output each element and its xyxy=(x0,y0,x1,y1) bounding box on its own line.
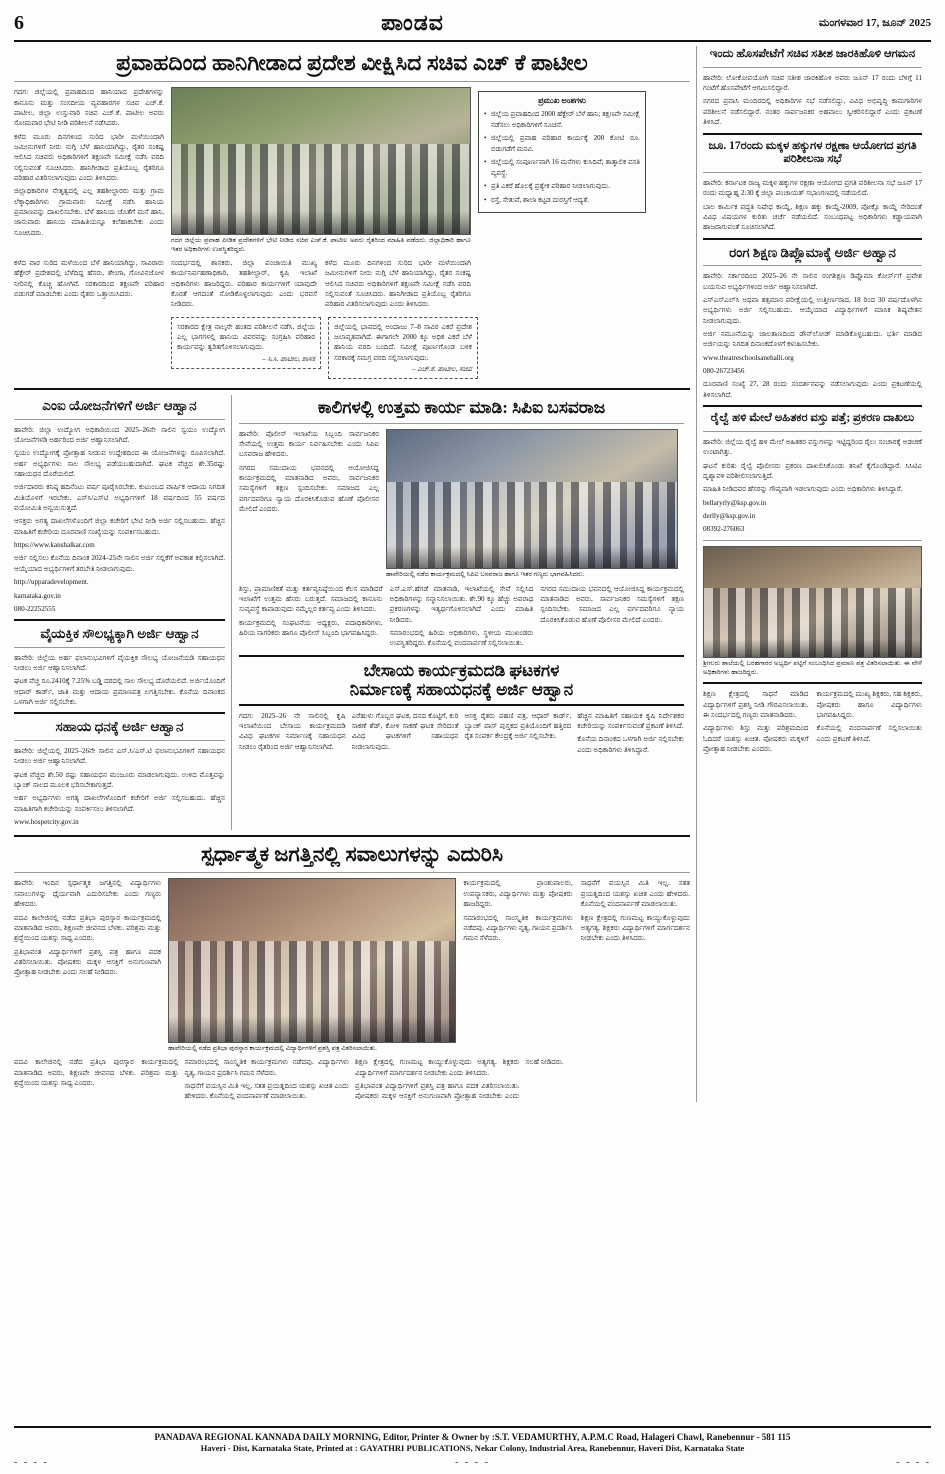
quote-2-text: ಜಿಲ್ಲೆಯಲ್ಲಿ ಭಾವದಲ್ಲಿ ಅಂದಾಜು 7–8 ಸಾವಿರ ಎಕರೆ ಪ್ರದೇಶ ಜಲಾವೃತವಾಗಿದೆ. ಈಗಾಗಲೇ 2000 ಕ್ಕೂ ಅಧಿಕ ಎಕರೆ ಬೆಳೆ ಹಾನಿಯ ವರದಿ ಬಂದಿದೆ. ಸಮೀಕ್ಷೆ ಪೂರ್ಣಗೊಂಡ ಬಳಿಕ ಸರಕಾರಕ್ಕೆ ಸಮಗ್ರ ವರದಿ ಸಲ್ಲಿಸಲಾಗುವುದು. xyxy=(334,322,472,362)
r6-para-3: ಕಾರ್ಯಕ್ರಮದಲ್ಲಿ ಮುಖ್ಯ ಶಿಕ್ಷಕರು, ಸಹ ಶಿಕ್ಷಕರು, ಪೋಷಕರು ಹಾಗೂ ವಿದ್ಯಾರ್ಥಿಗಳು ಭಾಗವಹಿಸಿದ್ದರು. xyxy=(816,690,922,720)
a1-para-3: ಅರ್ಜಿದಾರರು ಕನಿಷ್ಠ ಹದಿನೆಂಟು ವರ್ಷ ಪೂರೈಸಿರಬೇಕು. ಕುಟುಂಬದ ವಾರ್ಷಿಕ ಆದಾಯ ನಿಗದಿತ ಮಿತಿಯೊಳಗೆ ಇರಬೇಕು. ಎಸ್‌ಸಿ/ಎಸ್‌ಟಿ ಅಭ್ಯರ್ಥಿಗಳಿಗೆ 18 ವರ್ಷದಿಂದ 55 ವರ್ಷದ ವಯೋಮಿತಿ ಅನ್ವಯಿಸುತ್ತದೆ. xyxy=(14,483,225,513)
a6-para-6: ಸಾಧನೆಗೆ ವಯಸ್ಸಿನ ಮಿತಿ ಇಲ್ಲ. ಸತತ ಪ್ರಯತ್ನದಿಂದ ಯಶಸ್ಸು ಖಚಿತ ಎಂದು ಹೇಳಿದರು. ಕೊನೆಯಲ್ಲಿ ವಂದನಾರ್ಪಣೆ ಮಾಡಲಾಯಿತು. xyxy=(580,879,690,909)
a1-para-5: ಅರ್ಜಿ ಸಲ್ಲಿಸಲು ಕೊನೆಯ ದಿನಾಂಕ 2024–25ನೇ ಸಾಲಿನ ಅರ್ಜಿ ಸಲ್ಲಿಕೆಗೆ ಅವಕಾಶ ಕಲ್ಪಿಸಲಾಗಿದೆ. ಆಯ್ಕೆಯಾದ ಅಭ್ಯರ್ಥಿಗಳಿಗೆ ತರಬೇತಿ ನೀಡಲಾಗುವುದು. xyxy=(14,554,225,573)
a6-photo-block xyxy=(168,878,456,1054)
article-6-top xyxy=(14,878,690,1054)
r4-para-1: ಹಾವೇರಿ: ಜಿಲ್ಲೆಯ ರೈಲ್ವೆ ಹಳಿ ಮೇಲೆ ಅಹಿತಕರ ವಸ್ತುಗಳನ್ನು ಇಟ್ಟಿದ್ದರಿಂದ ರೈಲು ಸಂಚಾರಕ್ಕೆ ಅಡಚಣೆ ಉಂಟಾಗಿತ್ತು. xyxy=(703,437,922,457)
a6-para-1: ಹಾವೇರಿ: ಇಂದಿನ ಸ್ಪರ್ಧಾತ್ಮಕ ಜಗತ್ತಿನಲ್ಲಿ ವಿದ್ಯಾರ್ಥಿಗಳು ಸವಾಲುಗಳನ್ನು ಧೈರ್ಯವಾಗಿ ಎದುರಿಸಬೇಕು ಎಂದು ಗಣ್ಯರು ಹೇಳಿದರು. xyxy=(14,879,162,909)
a6-cont-2: ಸಮಾರಂಭದಲ್ಲಿ ಸಾಂಸ್ಕೃತಿಕ ಕಾರ್ಯಕ್ರಮಗಳು ನಡೆದವು. ವಿದ್ಯಾರ್ಥಿಗಳು ನೃತ್ಯ, ಗಾಯನ ಪ್ರದರ್ಶಿಸಿ ಗಮನ ಸೆಳೆದರು. xyxy=(184,1058,349,1077)
r1-para-2: ನಗರದ ಪ್ರವಾಸಿ ಮಂದಿರದಲ್ಲಿ ಅಧಿಕಾರಿಗಳ ಸಭೆ ನಡೆಸಲಿದ್ದು, ವಿವಿಧ ಅಭಿವೃದ್ಧಿ ಕಾಮಗಾರಿಗಳ ಪರಿಶೀಲನೆ ನಡೆಸಲಿದ್ದಾರೆ. ನಂತರ ಸಾರ್ವಜನಿಕರ ಅಹವಾಲು ಸ್ವೀಕರಿಸಲಿದ್ದಾರೆ ಎಂದು ಪ್ರಕಟಣೆ ತಿಳಿಸಿದೆ. xyxy=(703,97,922,127)
lead-para-2: ಕಳೆದ ಮೂರು ದಿನಗಳಿಂದ ಸುರಿದ ಭಾರೀ ಮಳೆಯಿಂದಾಗಿ ಜಮೀನುಗಳಿಗೆ ನೀರು ನುಗ್ಗಿ ಬೆಳೆ ಹಾನಿಯಾಗಿದ್ದು, ರೈತರ ಸಂಕಷ್ಟ ಆಲಿಸಿದ ಸಚಿವರು ಅಧಿಕಾರಿಗಳಿಗೆ ತಕ್ಷಣವೇ ಸಮೀಕ್ಷೆ ನಡೆಸಿ ವರದಿ ಸಲ್ಲಿಸುವಂತೆ ಸೂಚಿಸಿದರು. ಹಾನಿಗೀಡಾದ ಪ್ರತಿಯೊಬ್ಬ ರೈತರಿಗೂ ಪರಿಹಾರ ವಿತರಿಸಲಾಗುವುದು ಎಂದು ತಿಳಿಸಿದರು. xyxy=(14,132,164,183)
a6-cont-4: ಶಿಕ್ಷಣ ಕ್ಷೇತ್ರದಲ್ಲಿ ಗುಣಮಟ್ಟ ಕಾಯ್ದುಕೊಳ್ಳುವುದು ಅತ್ಯಗತ್ಯ. ಶಿಕ್ಷಕರು ವಿದ್ಯಾರ್ಥಿಗಳಿಗೆ ಮಾರ್ಗದರ್ಶನ ನೀಡಬೇಕು ಎಂದು ತಿಳಿಸಿದರು. xyxy=(355,1058,520,1077)
right-2-body xyxy=(703,178,922,233)
lead-para-1: ಗದಗ: ಜಿಲ್ಲೆಯಲ್ಲಿ ಪ್ರವಾಹದಿಂದ ಹಾನಿಯಾದ ಪ್ರದೇಶಗಳನ್ನು ಕಾನೂನು ಮತ್ತು ಸಂಸದೀಯ ವ್ಯವಹಾರಗಳ ಸಚಿವ ಎಚ್.ಕೆ. ಪಾಟೀಲ, ಜಿಲ್ಲಾ ಉಸ್ತುವಾರಿ ಸಚಿವ ಎಚ್.ಕೆ. ಪಾಟೀಲ ಅವರು ಸೋಮವಾರ ಭೇಟಿ ನೀಡಿ ಪರಿಶೀಲನೆ ನಡೆಸಿದರು. xyxy=(14,88,164,128)
highlight-item: • ಜಿಲ್ಲೆಯಲ್ಲಿ ಸಂಪೂರ್ಣವಾಗಿ 16 ಮನೆಗಳು ಕುಸಿದಿವೆ; ತಾತ್ಕಾಲಿಕ ವಸತಿ ವ್ಯವಸ್ಥೆ. xyxy=(484,157,640,178)
a6-cont-1: ಪದವಿ ಕಾಲೇಜಿನಲ್ಲಿ ನಡೆದ ಪ್ರತಿಭಾ ಪುರಸ್ಕಾರ ಕಾರ್ಯಕ್ರಮದಲ್ಲಿ ಮಾತನಾಡಿದ ಅವರು, ಶಿಕ್ಷಣವೇ ಜೀವನದ ಬೆಳಕು. ಪರಿಶ್ರಮ ಮತ್ತು ಶ್ರದ್ಧೆಯಿಂದ ಯಶಸ್ಸು ಸಾಧ್ಯ ಎಂದರು. xyxy=(14,1058,179,1088)
article-2-body xyxy=(14,653,225,708)
a6-para-7: ಶಿಕ್ಷಣ ಕ್ಷೇತ್ರದಲ್ಲಿ ಗುಣಮಟ್ಟ ಕಾಯ್ದುಕೊಳ್ಳುವುದು ಅತ್ಯಗತ್ಯ. ಶಿಕ್ಷಕರು ವಿದ್ಯಾರ್ಥಿಗಳಿಗೆ ಮಾರ್ಗದರ್ಶನ ನೀಡಬೇಕು ಎಂದು ತಿಳಿಸಿದರು. xyxy=(580,913,690,943)
reg-mark-left: - - - - xyxy=(14,1457,49,1468)
middle-column xyxy=(239,395,684,830)
a6-cont-5: ಪ್ರತಿಭಾವಂತ ವಿದ್ಯಾರ್ಥಿಗಳಿಗೆ ಪ್ರಶಸ್ತಿ ಪತ್ರ ಹಾಗೂ ಪದಕ ವಿತರಿಸಲಾಯಿತು. ಪೋಷಕರು ಮಕ್ಕಳ ಆಸಕ್ತಿಗೆ ಅನುಗುಣವಾಗಿ ಪ್ರೋತ್ಸಾಹ ನೀಡಬೇಕು ಎಂದು ಸಲಹೆ ನೀಡಿದರು. xyxy=(355,1058,564,1101)
lead-cont-para-3: ಕಳೆದ ಮೂರು ದಿನಗಳಿಂದ ಸುರಿದ ಭಾರೀ ಮಳೆಯಿಂದಾಗಿ ಜಮೀನುಗಳಿಗೆ ನೀರು ನುಗ್ಗಿ ಬೆಳೆ ಹಾನಿಯಾಗಿದ್ದು, ರೈತರ ಸಂಕಷ್ಟ ಆಲಿಸಿದ ಸಚಿವರು ಅಧಿಕಾರಿಗಳಿಗೆ ತಕ್ಷಣವೇ ಸಮೀಕ್ಷೆ ನಡೆಸಿ ವರದಿ ಸಲ್ಲಿಸುವಂತೆ ಸೂಚಿಸಿದರು. ಹಾನಿಗೀಡಾದ ಪ್ರತಿಯೊಬ್ಬ ರೈತರಿಗೂ ಪರಿಹಾರ ವಿತರಿಸಲಾಗುವುದು ಎಂದು ತಿಳಿಸಿದರು. xyxy=(325,259,471,309)
lead-cont-col2 xyxy=(171,258,471,313)
footer-registration-marks xyxy=(14,1457,931,1468)
r3-para-3: ಅರ್ಜಿ ನಮೂನೆಯನ್ನು ಜಾಲತಾಣದಿಂದ ಡೌನ್‌ಲೋಡ್ ಮಾಡಿಕೊಳ್ಳಬಹುದು. ಭರ್ತಿ ಮಾಡಿದ ಅರ್ಜಿಯನ್ನು ನಿಗದಿತ ದಿನಾಂಕದೊಳಗೆ ಕಳುಹಿಸಬೇಕು. xyxy=(703,330,922,349)
reg-mark-mid: - - - - xyxy=(455,1457,490,1468)
a2-para-2: ಘಟಕ ವೆಚ್ಚ ರೂ.2410ಕ್ಕೆ 7.25% ಬಡ್ಡಿ ದರದಲ್ಲಿ ಸಾಲ ಸೌಲಭ್ಯ ದೊರೆಯಲಿದೆ. ಅರ್ಜಿಯೊಂದಿಗೆ ಆಧಾರ್ ಕಾರ್ಡ್, ಜಾತಿ ಮತ್ತು ಆದಾಯ ಪ್ರಮಾಣಪತ್ರ ಲಗತ್ತಿಸಬೇಕು. ಕೊನೆಯ ದಿನಾಂಕದ ಒಳಗಾಗಿ ಅರ್ಜಿ ಸಲ್ಲಿಸಬೇಕು. xyxy=(14,677,225,707)
quote-row xyxy=(14,313,690,383)
lead-para-3: ಜಿಲ್ಲಾಧಿಕಾರಿಗಳ ನೇತೃತ್ವದಲ್ಲಿ ಎಲ್ಲ ತಹಶೀಲ್ದಾರರು ಮತ್ತು ಗ್ರಾಮ ಲೆಕ್ಕಾಧಿಕಾರಿಗಳು ಗ್ರಾಮವಾರು ಸಮೀಕ್ಷೆ ನಡೆಸಿ ಹಾನಿಯ ಪ್ರಮಾಣವನ್ನು ದಾಖಲಿಸಬೇಕು. ಬೆಳೆ ಹಾನಿಯ ಜೊತೆಗೆ ಮನೆ ಹಾನಿ, ಜಾನುವಾರು ಹಾನಿಯ ಮಾಹಿತಿಯನ್ನೂ ಕಲೆಹಾಕಬೇಕು ಎಂದು ಸೂಚಿಸಿದರು. xyxy=(14,187,164,237)
right-6-body xyxy=(703,689,922,754)
article-2-headline: ವೈಯಕ್ತಿಕ ಸೌಲಭ್ಯಕ್ಕಾಗಿ ಅರ್ಜಿ ಆಹ್ವಾನ xyxy=(40,626,199,642)
article-4-headline: ಕಾಲಿಗಳಲ್ಲಿ ಉತ್ತಮ ಕಾರ್ಯ ಮಾಡಿ: ಸಿಪಿಐ ಬಸವರಾಜ xyxy=(317,398,606,418)
right-4-headline: ರೈಲ್ವೆ ಹಳಿ ಮೇಲೆ ಅಹಿತಕರ ವಸ್ತು ಪತ್ತೆ; ಪ್ರಕರಣ ದಾಖಲು xyxy=(710,412,915,425)
a1-url-2[interactable]: http://upparadevelopment. xyxy=(14,578,89,587)
quote-box-2 xyxy=(328,317,478,379)
second-band xyxy=(14,395,690,830)
lead-story xyxy=(14,87,690,255)
a1-para-4: ಆಸಕ್ತರು ಅಗತ್ಯ ದಾಖಲೆಗಳೊಂದಿಗೆ ಜಿಲ್ಲಾ ಕಚೇರಿಗೆ ಭೇಟಿ ನೀಡಿ ಅರ್ಜಿ ಸಲ್ಲಿಸಬಹುದು. ಹೆಚ್ಚಿನ ಮಾಹಿತಿಗೆ ಕಚೇರಿಯ ದೂರವಾಣಿ ಸಂಖ್ಯೆಯನ್ನು ಸಂಪರ್ಕಿಸಬಹುದು. xyxy=(14,517,225,536)
article-1-body xyxy=(14,425,225,615)
a4-para-6: ಸಮಾರಂಭದಲ್ಲಿ ಹಿರಿಯ ಅಧಿಕಾರಿಗಳು, ಸ್ಥಳೀಯ ಮುಖಂಡರು ಉಪಸ್ಥಿತರಿದ್ದರು. ಕೊನೆಯಲ್ಲಿ ವಂದನಾರ್ಪಣೆ ಸಲ್ಲಿಸಲಾಯಿತು. xyxy=(389,628,534,648)
a4-para-1: ಹಾವೇರಿ: ಪೊಲೀಸ್ ಇಲಾಖೆಯ ಸಿಬ್ಬಂದಿ ಸಾರ್ವಜನಿಕರ ಸೇವೆಯಲ್ಲಿ ಉತ್ತಮ ಕಾರ್ಯ ನಿರ್ವಹಿಸಬೇಕು ಎಂದು ಸಿಪಿಐ ಬಸವರಾಜ ಹೇಳಿದರು. xyxy=(239,429,379,459)
r3-para-4: ದೂರವಾಣಿ ಸಂಖ್ಯೆ 27, 28 ರಂದು ಸಂದರ್ಶನವನ್ನು ನಡೆಸಲಾಗುವುದು ಎಂದು ಪ್ರಕಟಣೆಯಲ್ಲಿ ತಿಳಿಸಲಾಗಿದೆ. xyxy=(703,380,922,399)
a6-text-left xyxy=(14,878,161,1054)
highlights-list xyxy=(484,109,640,205)
highlight-item: • ಪ್ರತಿ ಎಕರೆ ಹೊಲಕ್ಕೆ ಪ್ರತ್ಯೇಕ ಪರಿಹಾರ ನೀಡಲಾಗುವುದು. xyxy=(484,181,640,192)
r6-para-1: ಶಿಕ್ಷಣ ಕ್ಷೇತ್ರದಲ್ಲಿ ಸಾಧನೆ ಮಾಡಿದ ವಿದ್ಯಾರ್ಥಿಗಳಿಗೆ ಪ್ರಶಸ್ತಿ ನೀಡಿ ಗೌರವಿಸಲಾಯಿತು. ಈ ಸಂದರ್ಭದಲ್ಲಿ ಗಣ್ಯರು ಮಾತನಾಡಿದರು. xyxy=(703,690,809,720)
right-photo xyxy=(703,546,922,658)
article-6-headline: ಸ್ಪರ್ಧಾತ್ಮಕ ಜಗತ್ತಿನಲ್ಲಿ ಸವಾಲುಗಳನ್ನು ಎದುರಿಸಿ xyxy=(201,842,503,867)
lead-photo-block xyxy=(171,87,471,255)
main-section xyxy=(14,46,697,1102)
quote-2-credit: – ಎಚ್.ಕೆ. ಪಾಟೀಲ, ಸಚಿವ xyxy=(412,365,472,374)
right-3-body xyxy=(703,271,922,400)
a5-para-1: ಗದಗ: 2025–26 ನೇ ಸಾಲಿನಲ್ಲಿ ಕೃಷಿ ಇಲಾಖೆಯಿಂದ ಬೇಸಾಯ ಕಾರ್ಯಕ್ರಮದಡಿ ವಿವಿಧ ಘಟಕಗಳ ನಿರ್ಮಾಣಕ್ಕೆ ಸಹಾಯಧನ ನೀಡಲು ರೈತರಿಂದ ಅರ್ಜಿ ಆಹ್ವಾನಿಸಲಾಗಿದೆ. xyxy=(239,711,346,751)
a4-photo-block xyxy=(386,429,678,580)
a5-para-2: ಎರೆಹುಳು ಗೊಬ್ಬರ ಘಟಕ, ದನದ ಕೊಟ್ಟಿಗೆ, ಕುರಿ ಸಾಕಣೆ ಶೆಡ್, ಕೋಳಿ ಸಾಕಣೆ ಘಟಕ ಸೇರಿದಂತೆ ವಿವಿಧ ಘಟಕಗಳಿಗೆ ಸಹಾಯಧನ ನೀಡಲಾಗುವುದು. xyxy=(351,711,459,751)
article-4-body xyxy=(239,584,684,649)
footer-line-2: Haveri - Dist, Karnataka State, Printed at : GAYATHRI PUBLICATIONS, Nekar Colony, Industrial Area, Ranebennur, Haveri Dist, Karnataka State xyxy=(200,1443,745,1453)
a6-para-2: ಪದವಿ ಕಾಲೇಜಿನಲ್ಲಿ ನಡೆದ ಪ್ರತಿಭಾ ಪುರಸ್ಕಾರ ಕಾರ್ಯಕ್ರಮದಲ್ಲಿ ಮಾತನಾಡಿದ ಅವರು, ಶಿಕ್ಷಣವೇ ಜೀವನದ ಬೆಳಕು. ಪರಿಶ್ರಮ ಮತ್ತು ಶ್ರದ್ಧೆಯಿಂದ ಯಶಸ್ಸು ಸಾಧ್ಯ ಎಂದರು. xyxy=(14,913,162,943)
a2-para-1: ಹಾವೇರಿ: ಜಿಲ್ಲೆಯ ಅರ್ಹ ಫಲಾನುಭವಿಗಳಿಗೆ ವೈಯಕ್ತಿಕ ಸೌಲಭ್ಯ ಯೋಜನೆಯಡಿ ಸಹಾಯಧನ ನೀಡಲು ಅರ್ಜಿ ಆಹ್ವಾನಿಸಲಾಗಿದೆ. xyxy=(14,653,225,673)
article-1-headline: ಎಂಐ ಯೋಜನೆಗಳಿಗೆ ಅರ್ಜಿ ಆಹ್ವಾನ xyxy=(42,398,197,414)
a6-text-right xyxy=(463,878,690,1054)
a5-para-5: ಕೊನೆಯ ದಿನಾಂಕದ ಒಳಗಾಗಿ ಅರ್ಜಿ ಸಲ್ಲಿಸಬೇಕು ಎಂದು ಅಧಿಕಾರಿಗಳು ತಿಳಿಸಿದ್ದಾರೆ. xyxy=(577,735,684,754)
right-photo-caption: ಶ್ರೀಗುರು ಶಾಲೆಯಲ್ಲಿ ಬರಹಗಾರರ ಅಭ್ಯರ್ಥಿ ಪಟ್ಟಿಗೆ ಸಂಬಂಧಿಸಿದ ಪ್ರಮಾಣ ಪತ್ರ ವಿತರಿಸಲಾಯಿತು. ಈ ವೇಳೆ ಅಧಿಕಾರಿಗಳು ಹಾಜರಿದ್ದರು. xyxy=(703,659,922,676)
right-3-headline: ರಂಗ ಶಿಕ್ಷಣ ಡಿಪ್ಲೊಮಾಕ್ಕೆ ಅರ್ಜಿ ಅಹ್ವಾನ xyxy=(729,244,896,260)
r4-para-2: ಘಟನೆ ಕುರಿತು ರೈಲ್ವೆ ಪೊಲೀಸರು ಪ್ರಕರಣ ದಾಖಲಿಸಿಕೊಂಡು ತನಿಖೆ ಕೈಗೊಂಡಿದ್ದಾರೆ. ಸಿಸಿಟಿವಿ ದೃಶ್ಯಾವಳಿ ಪರಿಶೀಲಿಸಲಾಗುತ್ತಿದೆ. xyxy=(703,461,922,480)
article-5-headline-1: ಬೇಸಾಯ ಕಾರ್ಯಕ್ರಮದಡಿ ಘಟಕಗಳ xyxy=(363,660,560,680)
a5-para-4: ಹೆಚ್ಚಿನ ಮಾಹಿತಿಗೆ ಸಹಾಯಕ ಕೃಷಿ ನಿರ್ದೇಶಕರ ಕಚೇರಿಯನ್ನು ಸಂಪರ್ಕಿಸುವಂತೆ ಪ್ರಕಟಣೆ ತಿಳಿಸಿದೆ. xyxy=(577,711,684,731)
r3-para-1: ಹಾವೇರಿ: ಸರ್ಕಾರದಿಂದ 2025–26 ನೇ ಸಾಲಿನ ರಂಗಶಿಕ್ಷಣ ಡಿಪ್ಲೊಮಾ ಕೋರ್ಸ್‌ಗೆ ಪ್ರವೇಶ ಬಯಸುವ ಅಭ್ಯರ್ಥಿಗಳಿಂದ ಅರ್ಜಿ ಆಹ್ವಾನಿಸಲಾಗಿದೆ. xyxy=(703,272,922,291)
r2-para-1: ಹಾವೇರಿ: ಕರ್ನಾಟಕ ರಾಜ್ಯ ಮಕ್ಕಳ ಹಕ್ಕುಗಳ ರಕ್ಷಣಾ ಆಯೋಗದ ಪ್ರಗತಿ ಪರಿಶೀಲನಾ ಸಭೆ ಜೂನ್ 17 ರಂದು ಮಧ್ಯಾಹ್ನ 2:30 ಕ್ಕೆ ಜಿಲ್ಲಾ ಪಂಚಾಯತ್ ಸಭಾಂಗಣದಲ್ಲಿ ನಡೆಯಲಿದೆ. xyxy=(703,179,922,198)
lead-cont-para-1: ಕಳೆದ ವಾರ ಸುರಿದ ಮಳೆಯಿಂದ ಬೆಳೆ ಹಾನಿಯಾಗಿದ್ದು, ಸಾವಿರಾರು ಹೆಕ್ಟೇರ್ ಪ್ರದೇಶದಲ್ಲಿ ಬೆಳೆದಿದ್ದ ಹೆಸರು, ಶೇಂಗಾ, ಗೋವಿನಜೋಳ ನೀರಿನಲ್ಲಿ ಕೊಚ್ಚಿ ಹೋಗಿವೆ. ಸರಕಾರದಿಂದ ತಕ್ಷಣವೇ ಪರಿಹಾರ ಬಿಡುಗಡೆ ಮಾಡಬೇಕು ಎಂದು ರೈತರು ಒತ್ತಾಯಿಸಿದರು. xyxy=(14,259,164,299)
r6-para-4: ಕೊನೆಯಲ್ಲಿ ವಂದನಾರ್ಪಣೆ ಸಲ್ಲಿಸಲಾಯಿತು ಎಂದು ಪ್ರಕಟಣೆ ತಿಳಿಸಿದೆ. xyxy=(816,724,922,743)
page-number: 6 xyxy=(14,11,24,34)
lead-quote-boxes xyxy=(478,258,646,313)
a3-url[interactable]: www.hospetcity.gov.in xyxy=(14,818,79,826)
quote-box-1 xyxy=(171,317,321,369)
highlights-title: ಪ್ರಮುಖ ಅಂಶಗಳು xyxy=(538,96,586,106)
left-column xyxy=(14,395,232,830)
article-4-top xyxy=(239,429,684,580)
reg-mark-right: - - - - xyxy=(896,1457,931,1468)
a6-para-3: ಪ್ರತಿಭಾವಂತ ವಿದ್ಯಾರ್ಥಿಗಳಿಗೆ ಪ್ರಶಸ್ತಿ ಪತ್ರ ಹಾಗೂ ಪದಕ ವಿತರಿಸಲಾಯಿತು. ಪೋಷಕರು ಮಕ್ಕಳ ಆಸಕ್ತಿಗೆ ಅನುಗುಣವಾಗಿ ಪ್ರೋತ್ಸಾಹ ನೀಡಬೇಕು ಎಂದು ಸಲಹೆ ನೀಡಿದರು. xyxy=(14,947,162,977)
article-5-headline-2: ನಿರ್ಮಾಣಕ್ಕೆ ಸಹಾಯಧನಕ್ಕೆ ಅರ್ಜಿ ಆಹ್ವಾನ xyxy=(349,680,574,700)
r2-para-2: ಬಾಲ ಕಾರ್ಮಿಕ ಪದ್ಧತಿ ನಿಷೇಧ ಕಾಯ್ದೆ, ಶಿಕ್ಷಣ ಹಕ್ಕು ಕಾಯ್ದೆ-2009, ಪೋಕ್ಸೊ ಕಾಯ್ದೆ ಸೇರಿದಂತೆ ವಿವಿಧ ವಿಷಯಗಳ ಕುರಿತು ಚರ್ಚೆ ನಡೆಯಲಿದೆ. ಸಂಬಂಧಪಟ್ಟ ಅಧಿಕಾರಿಗಳು ಕಡ್ಡಾಯವಾಗಿ ಹಾಜರಾಗುವಂತೆ ಸೂಚಿಸಲಾಗಿದೆ. xyxy=(703,202,922,232)
highlight-item: • ಜಿಲ್ಲೆಯಲ್ಲಿ ಪ್ರವಾಹ ಪರಿಹಾರ ಕಾರ್ಯಕ್ಕೆ 200 ಕೋಟಿ ರೂ. ಬಿಡುಗಡೆಗೆ ಮನವಿ. xyxy=(484,133,640,154)
issue-date: ಮಂಗಳವಾರ 17, ಜೂನ್ 2025 xyxy=(818,16,931,29)
right-1-headline: ಇಂದು ಹೊಸಪೇಟೆಗೆ ಸಚಿವ ಸತೀಶ ಜಾರಕಿಹೊಳಿ ಆಗಮನ xyxy=(709,48,916,60)
article-6-caption: ಹಾವೇರಿಯಲ್ಲಿ ನಡೆದ ಪ್ರತಿಭಾ ಪುರಸ್ಕಾರ ಕಾರ್ಯಕ್ರಮದಲ್ಲಿ ವಿದ್ಯಾರ್ಥಿಗಳಿಗೆ ಪ್ರಶಸ್ತಿ ಪತ್ರ ವಿತರಿಸಲಾಯಿತು. xyxy=(168,1045,377,1053)
lead-photo-caption: ಗದಗ ಜಿಲ್ಲೆಯ ಪ್ರವಾಹ ಪೀಡಿತ ಪ್ರದೇಶಗಳಿಗೆ ಭೇಟಿ ನೀಡಿದ ಸಚಿವ ಎಚ್.ಕೆ. ಪಾಟೀಲ ಅವರು ರೈತರಿಂದ ಮಾಹಿತಿ ಪಡೆದರು. ಜಿಲ್ಲಾಧಿಕಾರಿ ಹಾಗೂ ಇತರ ಅಧಿಕಾರಿಗಳು ಉಪಸ್ಥಿತರಿದ್ದರು. xyxy=(171,237,471,254)
a4-para-5: ಎಸ್‌.ಎಸ್.ಹೆಗಡೆ ಮಾತನಾಡಿ, ಇಲಾಖೆಯಲ್ಲಿ ಸೇವೆ ಸಲ್ಲಿಸಿದ ಅಧಿಕಾರಿಗಳನ್ನು ಸನ್ಮಾನಿಸಲಾಯಿತು. ಶೇ.90 ಕ್ಕೂ ಹೆಚ್ಚು ಅಪರಾಧ ಪ್ರಕರಣಗಳನ್ನು ಇತ್ಯರ್ಥಗೊಳಿಸಲಾಗಿದೆ ಎಂದು ಮಾಹಿತಿ ನೀಡಿದರು. xyxy=(389,584,534,624)
r4-email-2[interactable]: derlly@ksp.gov.in xyxy=(703,511,756,520)
r4-email-1[interactable]: bellaryrly@ksp.gov.in xyxy=(703,498,767,507)
a4-para-4: ಕಾರ್ಯಕ್ರಮದಲ್ಲಿ ಸಂಘಟನೆಯ ಅಧ್ಯಕ್ಷರು, ಪದಾಧಿಕಾರಿಗಳು, ಹಿರಿಯ ನಾಗರಿಕರು ಹಾಗೂ ಪೊಲೀಸ್ ಸಿಬ್ಬಂದಿ ಭಾಗವಹಿಸಿದ್ದರು. xyxy=(239,618,383,637)
a4-para-7: ನಗರದ ಸಮುದಾಯ ಭವನದಲ್ಲಿ ಆಯೋಜಿಸಿದ್ದ ಕಾರ್ಯಕ್ರಮದಲ್ಲಿ ಮಾತನಾಡಿದ ಅವರು, ಸಾರ್ವಜನಿಕರ ಸಮಸ್ಯೆಗಳಿಗೆ ತಕ್ಷಣ ಸ್ಪಂದಿಸಬೇಕು. ಸಮಾಜದ ಎಲ್ಲ ವರ್ಗದವರಿಗೂ ನ್ಯಾಯ ದೊರಕಿಸಿಕೊಡುವ ಹೊಣೆ ಪೊಲೀಸರ ಮೇಲಿದೆ ಎಂದರು. xyxy=(540,584,684,624)
r3-url[interactable]: www.theatreschoolsanehalli.org xyxy=(703,353,794,362)
a5-para-3: ಆಸಕ್ತ ರೈತರು ಪಹಣಿ ಪತ್ರ, ಆಧಾರ್ ಕಾರ್ಡ್, ಬ್ಯಾಂಕ್ ಪಾಸ್ ಪುಸ್ತಕದ ಪ್ರತಿಯೊಂದಿಗೆ ಹತ್ತಿರದ ರೈತ ಸಂಪರ್ಕ ಕೇಂದ್ರಕ್ಕೆ ಅರ್ಜಿ ಸಲ್ಲಿಸಬೇಕು. xyxy=(464,711,572,741)
a1-phone: 080-22252555 xyxy=(14,604,56,613)
a3-para-2: ಘಟಕ ವೆಚ್ಚದ ಶೇ.50 ರಷ್ಟು ಸಹಾಯಧನ ಮಂಜೂರು ಮಾಡಲಾಗುವುದು. ಉಳಿದ ಮೊತ್ತವನ್ನು ಬ್ಯಾಂಕ್ ಸಾಲದ ಮೂಲಕ ಭರಿಸಬೇಕಾಗುತ್ತದೆ. xyxy=(14,770,225,789)
newspaper-title: ಪಾಂಡವ xyxy=(381,10,444,35)
right-column xyxy=(697,46,928,1102)
article-5-banner xyxy=(239,655,684,706)
right-4-body xyxy=(703,437,922,535)
article-4-caption: ಹಾವೇರಿಯಲ್ಲಿ ನಡೆದ ಕಾರ್ಯಕ್ರಮದಲ್ಲಿ ಸಿಪಿಐ ಬಸವರಾಜ ಹಾಗೂ ಇತರ ಗಣ್ಯರು ಭಾಗವಹಿಸಿದರು. xyxy=(386,570,585,578)
a6-para-5: ಸಮಾರಂಭದಲ್ಲಿ ಸಾಂಸ್ಕೃತಿಕ ಕಾರ್ಯಕ್ರಮಗಳು ನಡೆದವು. ವಿದ್ಯಾರ್ಥಿಗಳು ನೃತ್ಯ, ಗಾಯನ ಪ್ರದರ್ಶಿಸಿ ಗಮನ ಸೆಳೆದರು. xyxy=(463,913,573,943)
lead-highlights-box xyxy=(478,87,646,255)
a6-para-4: ಕಾರ್ಯಕ್ರಮದಲ್ಲಿ ಪ್ರಾಂಶುಪಾಲರು, ಉಪನ್ಯಾಸಕರು, ವಿದ್ಯಾರ್ಥಿಗಳು ಮತ್ತು ಪೋಷಕರು ಹಾಜರಿದ್ದರು. xyxy=(463,879,573,909)
a4-para-2: ನಗರದ ಸಮುದಾಯ ಭವನದಲ್ಲಿ ಆಯೋಜಿಸಿದ್ದ ಕಾರ್ಯಕ್ರಮದಲ್ಲಿ ಮಾತನಾಡಿದ ಅವರು, ಸಾರ್ವಜನಿಕರ ಸಮಸ್ಯೆಗಳಿಗೆ ತಕ್ಷಣ ಸ್ಪಂದಿಸಬೇಕು. ಸಮಾಜದ ಎಲ್ಲ ವರ್ಗದವರಿಗೂ ನ್ಯಾಯ ದೊರಕಿಸಿಕೊಡುವ ಹೊಣೆ ಪೊಲೀಸರ ಮೇಲಿದೆ ಎಂದರು. xyxy=(239,463,379,514)
a4-para-3: ಶಿಸ್ತು, ಪ್ರಾಮಾಣಿಕತೆ ಮತ್ತು ಕರ್ತವ್ಯನಿಷ್ಠೆಯಿಂದ ಕೆಲಸ ಮಾಡಿದರೆ ಇಲಾಖೆಗೆ ಉತ್ತಮ ಹೆಸರು ಬರುತ್ತದೆ. ಸಮಾಜದಲ್ಲಿ ಕಾನೂನು ಸುವ್ಯವಸ್ಥೆ ಕಾಪಾಡುವುದು ನಮ್ಮೆಲ್ಲರ ಕರ್ತವ್ಯ ಎಂದು ತಿಳಿಸಿದರು. xyxy=(239,584,383,614)
lead-continuation xyxy=(14,258,690,313)
highlight-item: • ಜಿಲ್ಲೆಯ ಪ್ರವಾಹದಿಂದ 2000 ಹೆಕ್ಟೇರ್ ಬೆಳೆ ಹಾನಿ; ತಕ್ಷಣವೇ ಸಮೀಕ್ಷೆ ನಡೆಸಲು ಅಧಿಕಾರಿಗಳಿಗೆ ಸೂಚನೆ. xyxy=(484,109,640,130)
masthead xyxy=(14,10,931,42)
lead-text-col1 xyxy=(14,87,164,255)
quote-1-text: ಸರಕಾರದ ಕ್ಷೇತ್ರ ನಾಲ್ಕನೇ ಹಂತದ ಪರಿಶೀಲನೆ ನಡೆಸಿ, ಜಿಲ್ಲೆಯ ಎಲ್ಲ ಭಾಗಗಳಲ್ಲಿ ಹಾನಿಯ ವಿವರವನ್ನು ಸಂಗ್ರಹಿಸಿ ಪರಿಹಾರ ಕಾರ್ಯವನ್ನು ತ್ವರಿತಗೊಳಿಸಲಾಗುವುದು. xyxy=(177,322,315,352)
footer-line-1: PANADAVA REGIONAL KANNADA DAILY MORNING, Editor, Printer & Owner by :S.T. VEDAMURTHY, A.P.M.C Road, Halageri Chawl, Ranebennur - 581 115 xyxy=(154,1432,791,1442)
article-4-photo xyxy=(386,429,678,569)
r3-para-2: ಎಸ್‌ಎಸ್‌ಎಲ್‌ಸಿ ಅಥವಾ ತತ್ಸಮಾನ ಪರೀಕ್ಷೆಯಲ್ಲಿ ಉತ್ತೀರ್ಣರಾದ, 18 ರಿಂದ 30 ವರ್ಷದೊಳಗಿನ ಅಭ್ಯರ್ಥಿಗಳು ಅರ್ಜಿ ಸಲ್ಲಿಸಬಹುದು. ಆಯ್ಕೆಯಾದ ವಿದ್ಯಾರ್ಥಿಗಳಿಗೆ ಮಾಸಿಕ ಶಿಷ್ಯವೇತನ ನೀಡಲಾಗುವುದು. xyxy=(703,296,922,325)
article-5-body xyxy=(239,711,684,755)
page-footer xyxy=(14,1426,931,1468)
article-6-photo xyxy=(168,878,456,1043)
r3-phone: 080-26723456 xyxy=(703,367,745,376)
article-3-headline: ಸಹಾಯ ಧನಕ್ಕೆ ಅರ್ಜಿ ಆಹ್ವಾನ xyxy=(55,719,184,735)
lead-cont-col1 xyxy=(14,258,164,313)
a4-text-left xyxy=(239,429,379,580)
lead-cont-para-2: ಸಂದರ್ಭದಲ್ಲಿ ಶಾಸಕರು, ಜಿಲ್ಲಾ ಪಂಚಾಯಿತಿ ಮುಖ್ಯ ಕಾರ್ಯನಿರ್ವಹಣಾಧಿಕಾರಿ, ತಹಶೀಲ್ದಾರ್, ಕೃಷಿ ಇಲಾಖೆ ಅಧಿಕಾರಿಗಳು ಹಾಜರಿದ್ದರು. ಪರಿಹಾರ ಕಾರ್ಯಗಳಿಗೆ ಯಾವುದೇ ಕೊರತೆ ಆಗದಂತೆ ನೋಡಿಕೊಳ್ಳಲಾಗುವುದು ಎಂದು ಭರವಸೆ ನೀಡಿದರು. xyxy=(171,259,317,309)
a1-para-2: ಸ್ವಯಂ ಉದ್ಯೋಗಕ್ಕೆ ಪ್ರೋತ್ಸಾಹ ನೀಡುವ ಉದ್ದೇಶದಿಂದ ಈ ಯೋಜನೆಗಳನ್ನು ರೂಪಿಸಲಾಗಿದೆ. ಅರ್ಹ ಅಭ್ಯರ್ಥಿಗಳು ಸಾಲ ಸೌಲಭ್ಯ ಪಡೆಯಬಹುದಾಗಿದೆ. ಘಟಕ ವೆಚ್ಚದ ಶೇ.35ರಷ್ಟು ಸಹಾಯಧನ ದೊರೆಯಲಿದೆ. xyxy=(14,449,225,479)
highlight-item: • ರಸ್ತೆ, ಸೇತುವೆ, ಶಾಲಾ ಕಟ್ಟಡ ದುರಸ್ತಿಗೆ ಆದ್ಯತೆ. xyxy=(484,195,640,206)
lead-headline: ಪ್ರವಾಹದಿಂದ ಹಾನಿಗೀಡಾದ ಪ್ರದೇಶ ವೀಕ್ಷಿಸಿದ ಸಚಿವ ಎಚ್ ಕೆ ಪಾಟೀಲ xyxy=(116,50,588,75)
article-3-body xyxy=(14,746,225,827)
lead-photo xyxy=(171,87,471,235)
quote-1-credit: – ಸಿ.ಸಿ. ಪಾಟೀಲ, ಶಾಸಕ xyxy=(262,354,315,363)
right-2-headline: ಜೂ. 17ರಂದು ಮಕ್ಕಳ ಹಕ್ಕುಗಳ ರಕ್ಷಣಾ ಆಯೋಗದ ಪ್ರಗತಿ ಪರಿಶೀಲನಾ ಸಭೆ xyxy=(708,139,917,166)
a6-body-continued xyxy=(14,1057,690,1101)
article-6 xyxy=(14,842,690,1101)
a3-para-3: ಅರ್ಹ ಅಭ್ಯರ್ಥಿಗಳು ಅಗತ್ಯ ದಾಖಲೆಗಳೊಂದಿಗೆ ಕಚೇರಿಗೆ ಅರ್ಜಿ ಸಲ್ಲಿಸಬಹುದು. ಹೆಚ್ಚಿನ ಮಾಹಿತಿಗಾಗಿ ಕಚೇರಿಯನ್ನು ಸಂಪರ್ಕಿಸಲು ತಿಳಿಸಲಾಗಿದೆ. xyxy=(14,794,225,813)
page-columns xyxy=(14,46,931,1102)
a6-cont-3: ಸಾಧನೆಗೆ ವಯಸ್ಸಿನ ಮಿತಿ ಇಲ್ಲ. ಸತತ ಪ್ರಯತ್ನದಿಂದ ಯಶಸ್ಸು ಖಚಿತ ಎಂದು ಹೇಳಿದರು. ಕೊನೆಯಲ್ಲಿ ವಂದನಾರ್ಪಣೆ ಮಾಡಲಾಯಿತು. xyxy=(184,1082,349,1101)
a1-url-1[interactable]: https://www.kanshalkar.com xyxy=(14,541,95,550)
r4-phone: 08392-276063 xyxy=(703,525,745,534)
r4-para-3: ಮಾಹಿತಿ ನೀಡಿದವರ ಹೆಸರನ್ನು ಗೌಪ್ಯವಾಗಿ ಇಡಲಾಗುವುದು ಎಂದು ಅಧಿಕಾರಿಗಳು ತಿಳಿಸಿದ್ದಾರೆ. xyxy=(703,485,903,494)
r1-para-1: ಹಾವೇರಿ: ಲೋಕೋಪಯೋಗಿ ಸಚಿವ ಸತೀಶ ಜಾರಕಿಹೊಳಿ ಅವರು ಜೂನ್ 17 ರಂದು ಬೆಳಿಗ್ಗೆ 11 ಗಂಟೆಗೆ ಹೊಸಪೇಟೆಗೆ ಆಗಮಿಸಲಿದ್ದಾರೆ. xyxy=(703,73,922,93)
a3-para-1: ಹಾವೇರಿ: ಜಿಲ್ಲೆಯಲ್ಲಿ 2025–26ನೇ ಸಾಲಿನ ಎಸ್‌.ಸಿ/ಎಸ್‌.ಟಿ ಫಲಾನುಭವಿಗಳಿಗೆ ಸಹಾಯಧನ ನೀಡಲು ಅರ್ಜಿ ಆಹ್ವಾನಿಸಲಾಗಿದೆ. xyxy=(14,746,225,766)
right-1-body xyxy=(703,73,922,128)
r6-para-2: ವಿದ್ಯಾರ್ಥಿಗಳು ಶಿಸ್ತು ಮತ್ತು ಪರಿಶ್ರಮದಿಂದ ಓದಿದರೆ ಯಶಸ್ಸು ಖಚಿತ. ಪೋಷಕರು ಮಕ್ಕಳಿಗೆ ಪ್ರೋತ್ಸಾಹ ನೀಡಬೇಕು ಎಂದರು. xyxy=(703,724,809,754)
a1-url-3[interactable]: karnataka.gov.in xyxy=(14,591,61,600)
highlights-box xyxy=(478,91,646,213)
a1-para-1: ಹಾವೇರಿ: ಜಿಲ್ಲಾ ಉದ್ಯೋಗ ಅಧಿಕಾರಿಯಿಂದ 2025–26ನೇ ಸಾಲಿನ ಸ್ವಯಂ ಉದ್ಯೋಗ ಯೋಜನೆಗಳಡಿ ಅರ್ಹರಿಂದ ಅರ್ಜಿ ಆಹ್ವಾನಿಸಲಾಗಿದೆ. xyxy=(14,425,225,445)
